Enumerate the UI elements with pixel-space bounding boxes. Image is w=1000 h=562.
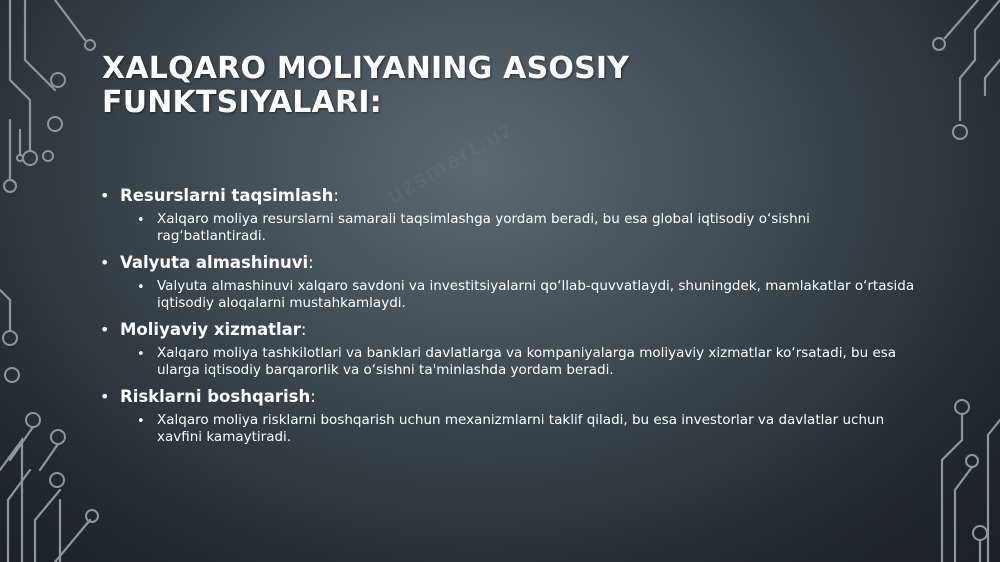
bullet-icon: • xyxy=(137,213,145,228)
bullet-financial-services xyxy=(100,319,920,341)
watermark: uzsmart.uz xyxy=(383,116,519,209)
bullet-colon: : xyxy=(300,320,307,339)
bullet-list xyxy=(100,185,920,453)
sub-bullet-financial-services xyxy=(137,345,917,379)
bullet-colon: : xyxy=(310,387,316,406)
bullet-term: Resurslarni taqsimlash xyxy=(120,186,334,205)
slide-title: XALQARO MOLIYANING ASOSIY FUNKTSIYALARI: xyxy=(102,51,630,120)
sub-bullet-text: Xalqaro moliya risklarni boshqarish uchun mexanizmlarni taklif qiladi, bu esa investorlar va davlatlar uchun xavfini kamaytiradi. xyxy=(157,412,885,445)
bullet-term: Risklarni boshqarish xyxy=(120,387,311,406)
bullet-icon: • xyxy=(137,414,145,429)
sub-bullet-text: Xalqaro moliya resurslarni samarali taqsimlashga yordam beradi, bu esa global iqtisodiy o‘sishni rag‘batlantiradi. xyxy=(157,211,810,244)
bullet-colon: : xyxy=(308,253,314,272)
sub-bullet-text: Xalqaro moliya tashkilotlari va banklari davlatlarga va kompaniyalarga moliyaviy xizmatlar ko‘rsatadi, bu esa ularga iqtisodiy barqarorlik va o‘sishni ta'minlashda yordam beradi. xyxy=(157,345,897,378)
bullet-colon: : xyxy=(333,186,339,205)
bullet-resource-allocation xyxy=(100,185,920,207)
bullet-term: Valyuta almashinuvi xyxy=(120,253,309,272)
bullet-icon: • xyxy=(137,280,145,295)
bullet-icon: • xyxy=(100,253,110,272)
bullet-term: Moliyaviy xizmatlar xyxy=(120,320,301,339)
sub-bullet-resource-allocation xyxy=(137,211,917,245)
bullet-currency-exchange xyxy=(100,252,920,274)
bullet-icon: • xyxy=(100,320,110,339)
bullet-icon: • xyxy=(137,347,145,362)
sub-bullet-text: Valyuta almashinuvi xalqaro savdoni va investitsiyalarni qo‘llab-quvvatlaydi, shuningdek, mamlakatlar o‘rtasida iqtisodiy aloqalarni mustahkamlaydi. xyxy=(157,278,915,311)
bullet-risk-management xyxy=(100,386,920,408)
sub-bullet-risk-management xyxy=(137,412,917,446)
bullet-icon: • xyxy=(100,186,110,205)
bullet-icon: • xyxy=(100,387,110,406)
sub-bullet-currency-exchange xyxy=(137,278,917,312)
